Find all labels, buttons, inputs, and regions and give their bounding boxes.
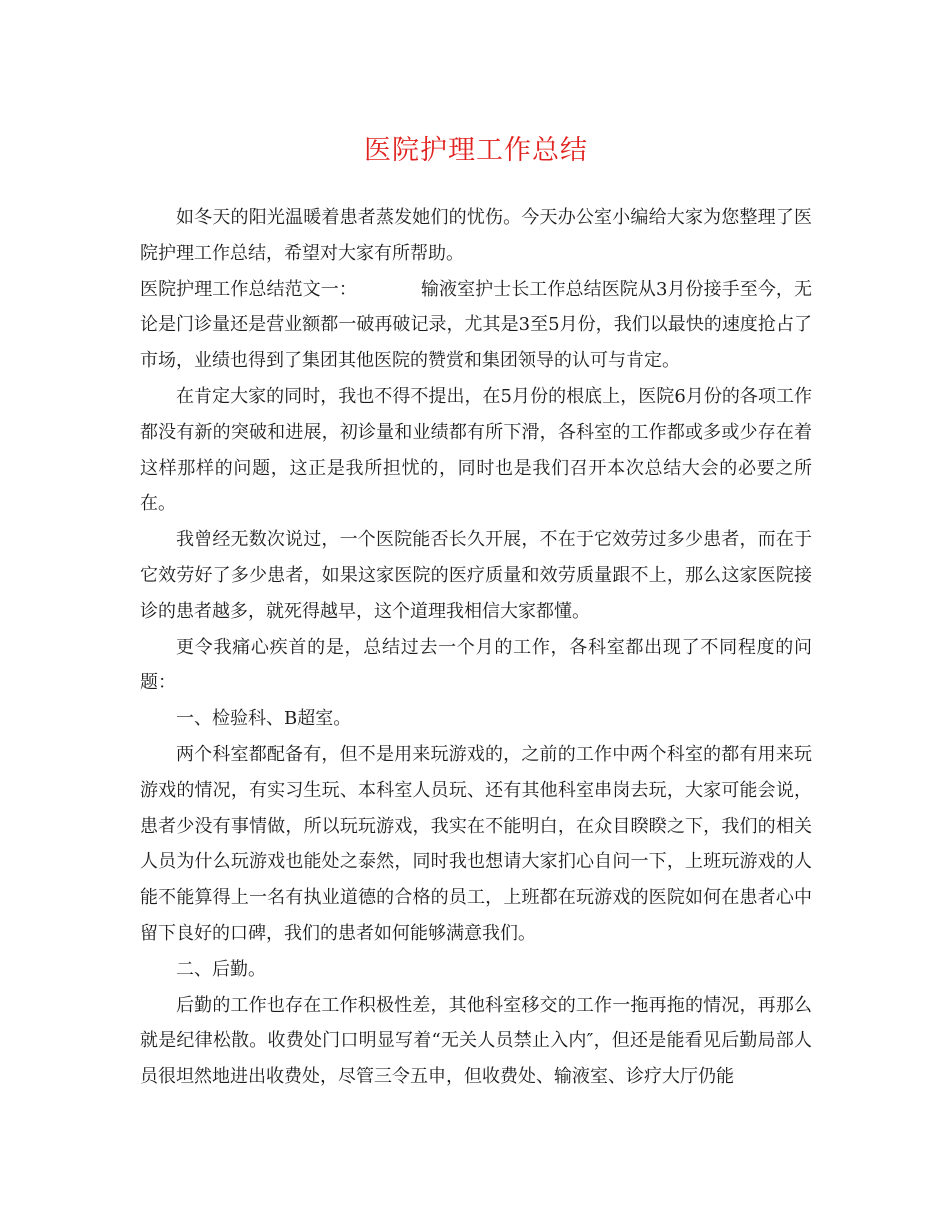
document-body — [140, 200, 812, 1095]
paragraph-logistics: 后勤的工作也存在工作积极性差，其他科室移交的工作一拖再拖的情况，再那么就是纪律松散。收费处门口明显写着“无关人员禁止入内″，但还是能看见后勤局部人员很坦然地进出收费处，尽管三令五申，但收费处、输液室、诊疗大厅仍能 — [140, 994, 812, 1088]
paragraph-sample-one — [140, 272, 812, 379]
section-heading-logistics: 二、后勤。 — [176, 958, 266, 980]
paragraph-problems: 更令我痛心疾首的是，总结过去一个月的工作，各科室都出现了不同程度的问题： — [140, 636, 812, 694]
paragraph-affirm: 在肯定大家的同时，我也不得不提出，在5月份的根底上，医院6月份的各项工作都没有新的突破和进展，初诊量和业绩都有所下滑，各科室的工作都或多或少存在着这样那样的问题，这正是我所担忧的，同时也是我们召开本次总结大会的必要之所在。 — [140, 385, 812, 515]
paragraph-lab: 两个科室都配备有，但不是用来玩游戏的，之前的工作中两个科室的都有用来玩游戏的情况，有实习生玩、本科室人员玩、还有其他科室串岗去玩，大家可能会说，患者少没有事情做，所以玩玩游戏，我实在不能明白，在众目睽睽之下，我们的相关人员为什么玩游戏也能处之泰然，同时我也想请大家扪心自问一下，上班玩游戏的人能不能算得上一名有执业道德的合格的员工，上班都在玩游戏的医院如何在患者心中留下良好的口碑，我们的患者如何能够满意我们。 — [140, 743, 812, 944]
section-heading-lab: 一、检验科、B超室。 — [176, 708, 352, 730]
document-title: 医院护理工作总结 — [364, 135, 588, 166]
paragraph-quality: 我曾经无数次说过，一个医院能否长久开展，不在于它效劳过多少患者，而在于它效劳好了多少患者，如果这家医院的医疗质量和效劳质量跟不上，那么这家医院接诊的患者越多，就死得越早，这个道理我相信大家都懂。 — [140, 529, 812, 622]
sample-label: 医院护理工作总结范文一： — [140, 278, 357, 300]
paragraph-sample-one-text: 输液室护士长工作总结医院从3月份接手至今，无论是门诊量还是营业额都一破再破记录，尤其是3至5月份，我们以最快的速度抢占了市场，业绩也得到了集团其他医院的赞赏和集团领导的认可与肯定。 — [140, 278, 813, 372]
paragraph-intro: 如冬天的阳光温暖着患者蒸发她们的忧伤。今天办公室小编给大家为您整理了医院护理工作总结，希望对大家有所帮助。 — [140, 207, 812, 264]
